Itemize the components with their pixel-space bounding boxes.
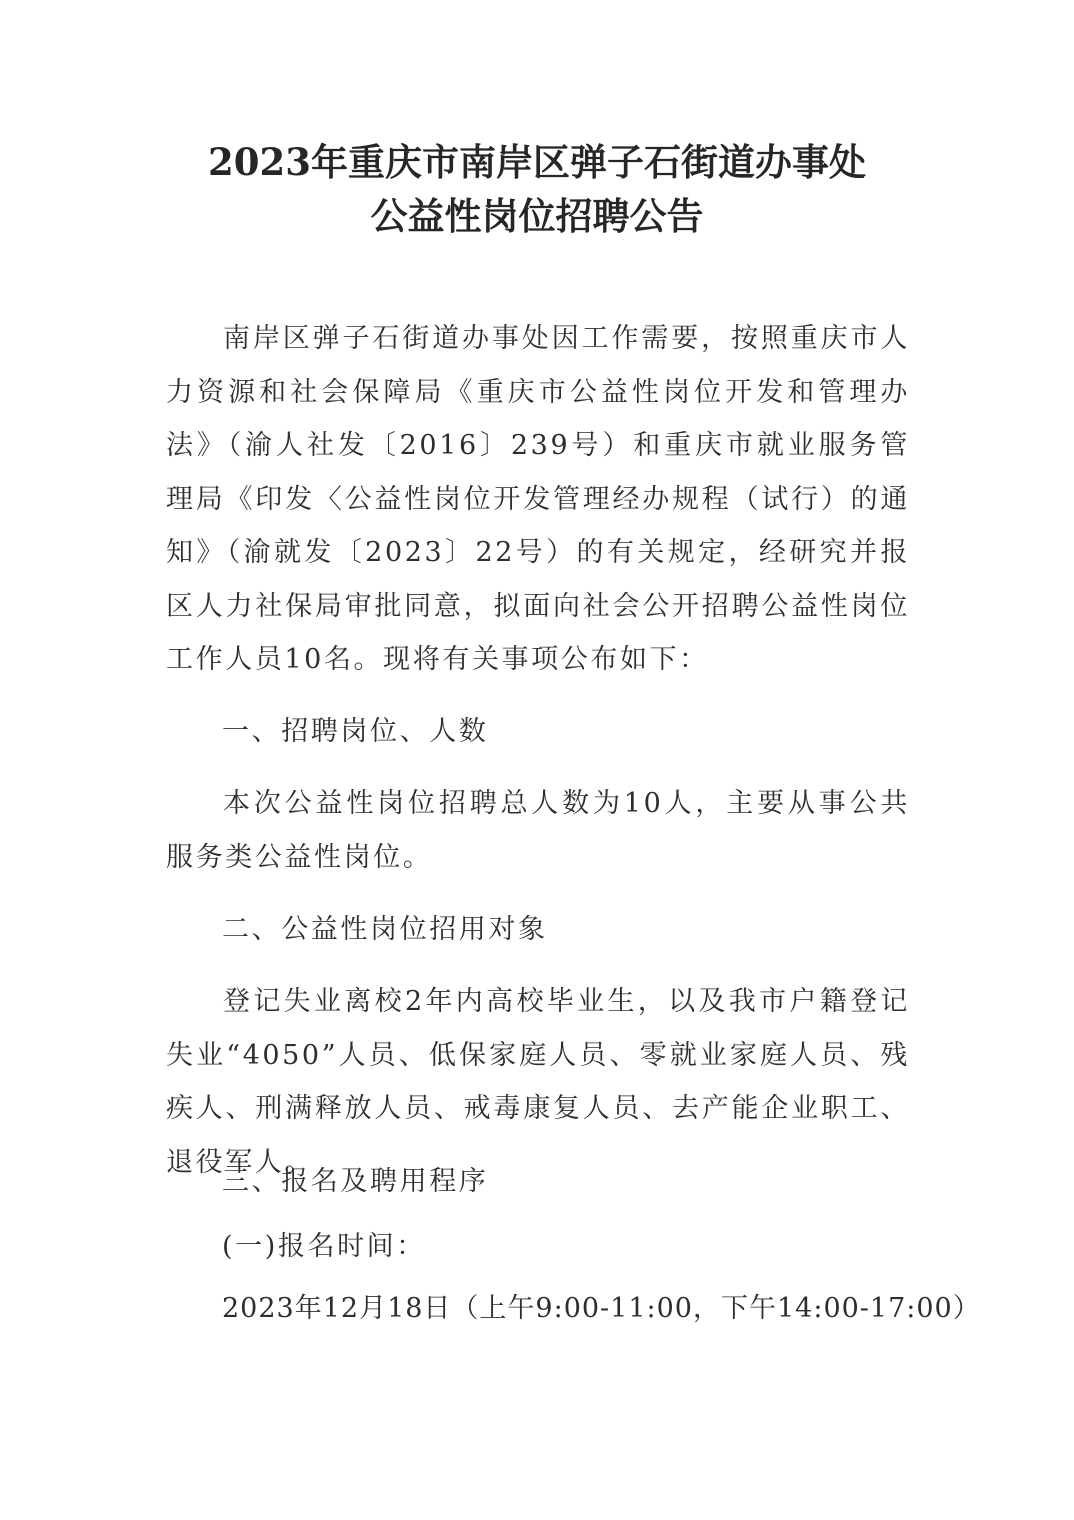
section-3-subheading: (一)报名时间： [222, 1231, 426, 1262]
title-line-2: 公益性岗位招聘公告 [370, 194, 704, 238]
section-3-heading: 三、报名及聘用程序 [222, 1166, 489, 1197]
section-1-body: 本次公益性岗位招聘总人数为10人，主要从事公共服务类公益性岗位。 [166, 788, 910, 873]
section-1-heading: 一、招聘岗位、人数 [222, 716, 489, 747]
section-2-body: 登记失业离校2年内高校毕业生，以及我市户籍登记失业“4050”人员、低保家庭人员、零就业家庭人员、残疾人、刑满释放人员、戒毒康复人员、去产能企业职工、退役军人。 [166, 986, 910, 1178]
intro-paragraph: 南岸区弹子石街道办事处因工作需要，按照重庆市人力资源和社会保障局《重庆市公益性岗位开发和管理办法》（渝人社发〔2016〕239号）和重庆市就业服务管理局《印发〈公益性岗位开发管理经办规程（试行）的通知》（渝就发〔2023〕22号）的有关规定，经研究并报区人力社保局审批同意，拟面向社会公开招聘公益性岗位工作人员10名。现将有关事项公布如下： [166, 323, 910, 675]
title-line-1: 2023年重庆市南岸区弹子石街道办事处 [208, 140, 866, 184]
section-3-body: 2023年12月18日（上午9:00-11:00，下午14:00-17:00） [222, 1293, 981, 1324]
section-2-heading: 二、公益性岗位招用对象 [222, 914, 548, 945]
